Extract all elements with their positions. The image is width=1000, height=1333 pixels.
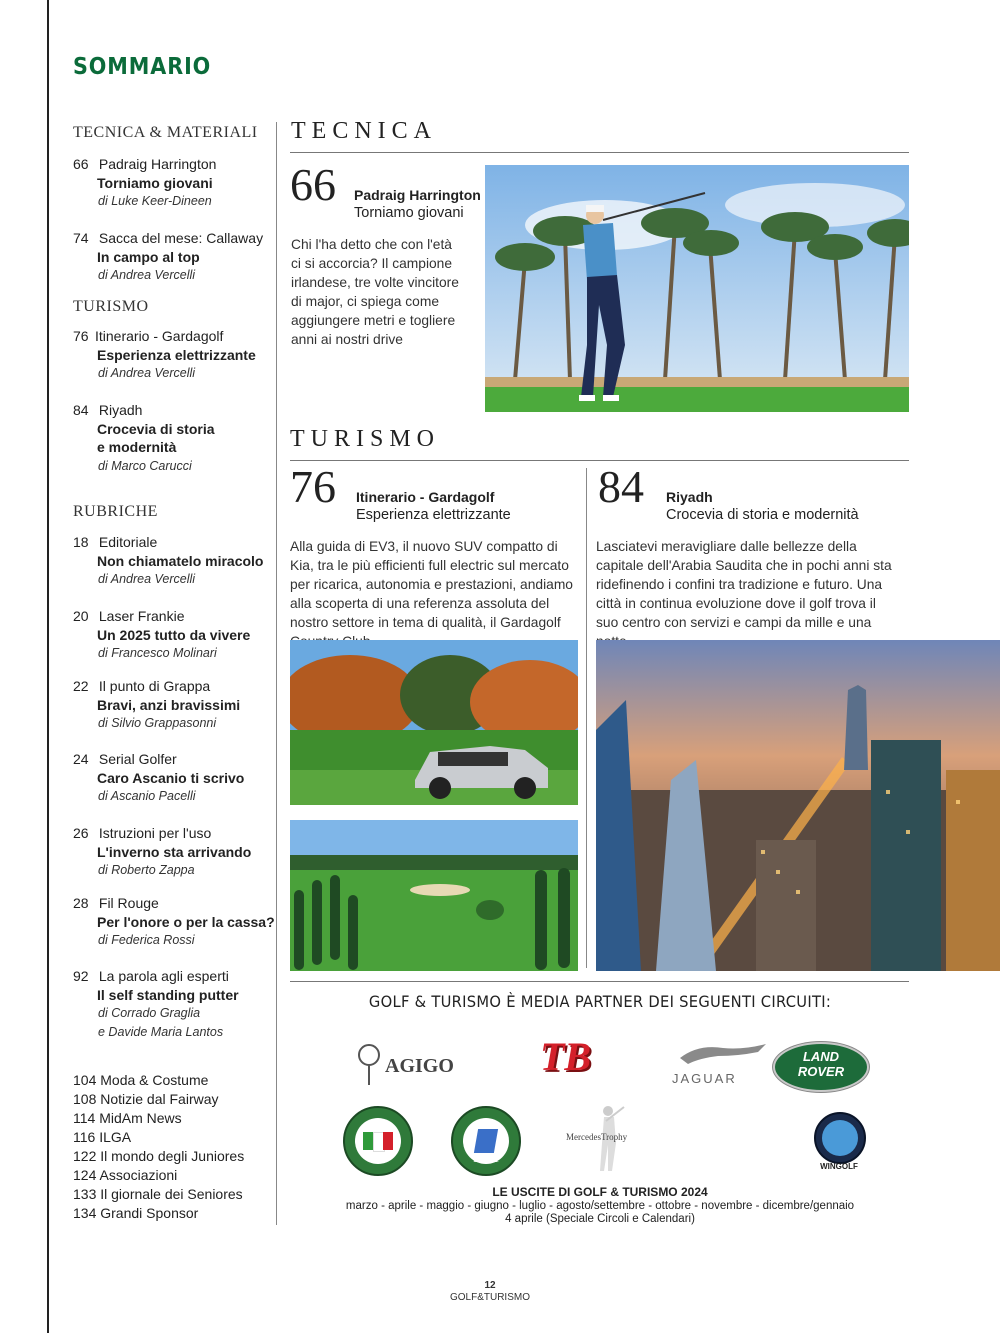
toc-item-author: di Silvio Grappasonni — [98, 716, 217, 730]
golfer-photo — [485, 165, 909, 412]
toc-item[interactable]: 18 Editoriale Non chiamatelo miracolo di Andrea Vercelli — [73, 533, 263, 589]
publication-schedule — [290, 1186, 910, 1227]
toc-item-title: L'inverno sta arrivando — [97, 843, 252, 860]
toc-item[interactable]: 76 Itinerario - Gardagolf Esperienza elettrizzante di Andrea Vercelli — [73, 327, 256, 383]
section-title-tecnica-materiali: TECNICA & MATERIALI — [73, 124, 258, 141]
wingolf-logo[interactable] — [812, 1112, 866, 1174]
toc-item[interactable]: 84 Riyadh Crocevia di storia e modernità di Marco Carucci — [73, 401, 215, 475]
section-title-rubriche: RUBRICHE — [73, 503, 158, 520]
article-kicker: Itinerario - Gardagolf — [356, 489, 495, 505]
toc-item-title: Esperienza elettrizzante — [97, 346, 256, 363]
gardagolf-course-photo — [290, 820, 578, 971]
schedule-title: LE USCITE DI GOLF & TURISMO 2024 — [492, 1185, 708, 1199]
article-kicker: Riyadh — [666, 489, 713, 505]
turismo-right-article-head[interactable] — [666, 488, 859, 524]
toc-item[interactable]: 66 Padraig Harrington Torniamo giovani di Luke Keer-Dineen — [73, 155, 216, 211]
schedule-months: marzo - aprile - maggio - giugno - luglio - agosto/settembre - ottobre - novembre - dicembre/gennaio — [345, 1199, 855, 1212]
list-item[interactable]: 116 ILGA — [73, 1129, 132, 1145]
turismo-left-article-head[interactable] — [356, 488, 511, 524]
toc-item-title: Bravi, anzi bravissimi — [97, 696, 241, 713]
list-item[interactable]: 134 Grandi Sponsor — [73, 1205, 199, 1221]
footer-brand: GOLF&TURISMO — [449, 1292, 530, 1303]
toc-item-title-line2: e modernità — [97, 439, 177, 455]
toc-item[interactable]: 24 Serial Golfer Caro Ascanio ti scrivo di Ascanio Pacelli — [73, 750, 244, 806]
turismo-right-page-number: 84 — [598, 461, 644, 512]
land-rover-logo-text-2: ROVER — [797, 1064, 845, 1079]
leading-golf-courses-italy-logo[interactable] — [343, 1106, 413, 1176]
article-subtitle: Torniamo giovani — [354, 205, 464, 221]
toc-item-title: Un 2025 tutto da vivere — [97, 626, 251, 643]
turismo-left-page-number: 76 — [290, 461, 336, 512]
toc-item-author: di Marco Carucci — [98, 458, 192, 473]
toc-item-title: Crocevia di storia — [97, 420, 215, 437]
page-number: 12 — [484, 1280, 496, 1291]
toc-item-title: Caro Ascanio ti scrivo — [97, 769, 245, 786]
tecnica-page-number: 66 — [290, 159, 336, 210]
city-skyline-illustration — [596, 640, 1000, 971]
list-item[interactable]: 108 Notizie dal Fairway — [73, 1091, 219, 1107]
toc-item[interactable]: 26 Istruzioni per l'uso L'inverno sta arrivando di Roberto Zappa — [73, 824, 251, 880]
tecnica-article-head[interactable] — [354, 186, 481, 222]
tecnica-heading: TECNICA — [291, 118, 437, 144]
page-title: SOMMARIO — [73, 54, 212, 80]
article-subtitle: Esperienza elettrizzante — [356, 507, 511, 523]
toc-item-author: di Corrado Graglia — [98, 1006, 201, 1020]
wingolf-text: WINGOLF — [820, 1162, 858, 1171]
schedule-special: 4 aprile (Speciale Circoli e Calendari) — [505, 1213, 695, 1225]
toc-item-author: di Francesco Molinari — [98, 646, 217, 660]
toc-item-title: Per l'onore o per la cassa? — [97, 913, 275, 930]
jaguar-leaping-cat-icon — [678, 1040, 768, 1066]
toc-item-title: Il self standing putter — [97, 986, 239, 1003]
toc-item-title: Non chiamatelo miracolo — [97, 552, 264, 569]
toc-item[interactable]: 92 La parola agli esperti Il self standing putter di Corrado Graglia e Davide Maria Lantos — [73, 967, 239, 1041]
toc-item-author: di Andrea Vercelli — [98, 366, 196, 380]
tecnica-body: Chi l'ha detto che con l'età ci si accorcia? Il campione irlandese, tre volte vincitore di major, ci spiega come aggiungere metri e togliere anni ai nostri drive — [291, 237, 459, 347]
turismo-right-body: Lasciatevi meravigliare dalle bellezze della capitale dell'Arabia Saudita che in pochi anni sta ridefinendo i confini tra tradizione e futuro. Una città in continua evoluzione dove il golf trova il suo centro con servizi e campi da mille e una — [596, 539, 892, 630]
toc-item-title: Torniamo giovani — [97, 174, 213, 191]
mercedes-trophy-text: MercedesTrophy — [566, 1132, 628, 1142]
toc-item-author-line2: e Davide Maria Lantos — [98, 1024, 224, 1039]
jaguar-logo[interactable] — [672, 1040, 768, 1088]
toc-item[interactable]: 28 Fil Rouge Per l'onore o per la cassa? di Federica Rossi — [73, 894, 275, 950]
jaguar-logo-text: JAGUAR — [672, 1071, 737, 1086]
tb-logo[interactable] — [540, 1033, 595, 1088]
toc-item-author: di Andrea Vercelli — [98, 572, 196, 586]
toc-item[interactable]: 20 Laser Frankie Un 2025 tutto da vivere di Francesco Molinari — [73, 607, 250, 663]
list-item[interactable]: 133 Il giornale dei Seniores — [73, 1186, 243, 1202]
riyadh-skyline-photo — [596, 640, 1000, 971]
toc-item-author: di Ascanio Pacelli — [98, 789, 196, 803]
turismo-column-divider — [586, 468, 587, 968]
list-item[interactable]: 114 MidAm News — [73, 1110, 182, 1126]
simple-toc-list — [73, 1071, 244, 1223]
mercedes-trophy-logo[interactable] — [566, 1103, 646, 1173]
list-item[interactable]: 124 Associazioni — [73, 1167, 178, 1183]
agigo-logo[interactable] — [355, 1043, 455, 1088]
land-rover-logo[interactable] — [773, 1042, 869, 1092]
list-item[interactable]: 104 Moda & Costume — [73, 1072, 209, 1088]
page-footer — [0, 1280, 980, 1304]
tb-logo-text: TB — [540, 1034, 592, 1079]
article-subtitle: Crocevia di storia e modernità — [666, 507, 859, 523]
article-kicker: Padraig Harrington — [354, 187, 481, 203]
partners-title: GOLF & TURISMO È MEDIA PARTNER DEI SEGUENTI CIRCUITI: — [368, 992, 832, 1011]
agigo-logo-text: AGIGO — [385, 1055, 454, 1077]
golf-ball-icon — [357, 1043, 381, 1087]
turismo-left-body: Alla guida di EV3, il nuovo SUV compatto di Kia, tra le più efficienti full electric sul mercato per ricarica, autonomia e prestazioni, andiamo alla scoperta di una referenza assoluta del nostro settore in tema di qualità, il Gardagolf — [290, 539, 573, 630]
leading-golf-courses-europe-logo[interactable] — [451, 1106, 521, 1176]
golfer-illustration — [485, 165, 909, 412]
toc-item[interactable]: 22 Il punto di Grappa Bravi, anzi bravissimi di Silvio Grappasonni — [73, 677, 240, 733]
toc-item-author: di Andrea Vercelli — [98, 268, 196, 282]
leading-europe-text: EUROPE — [473, 1158, 499, 1164]
list-item[interactable]: 122 Il mondo degli Juniores — [73, 1148, 245, 1164]
page-edge-line — [47, 0, 49, 1333]
toc-item-author: di Luke Keer-Dineen — [98, 194, 212, 208]
gardagolf-car-photo — [290, 640, 578, 805]
golf-course-illustration — [290, 820, 578, 971]
turismo-heading: TURISMO — [290, 426, 441, 452]
partners-rule — [290, 981, 909, 982]
land-rover-logo-text-1: LAND — [802, 1049, 840, 1064]
column-divider — [276, 122, 277, 1225]
toc-item-author: di Roberto Zappa — [98, 863, 195, 877]
toc-item-author: di Federica Rossi — [98, 933, 195, 947]
wingolf-ball-icon — [814, 1112, 866, 1164]
section-title-turismo: TURISMO — [73, 298, 149, 315]
toc-item-title: In campo al top — [97, 248, 200, 265]
car-on-course-illustration — [290, 640, 578, 805]
leading-italy-text: ITALY — [370, 1158, 386, 1164]
tecnica-rule — [290, 152, 909, 153]
toc-item[interactable]: 74 Sacca del mese: Callaway In campo al top di Andrea Vercelli — [73, 229, 263, 285]
